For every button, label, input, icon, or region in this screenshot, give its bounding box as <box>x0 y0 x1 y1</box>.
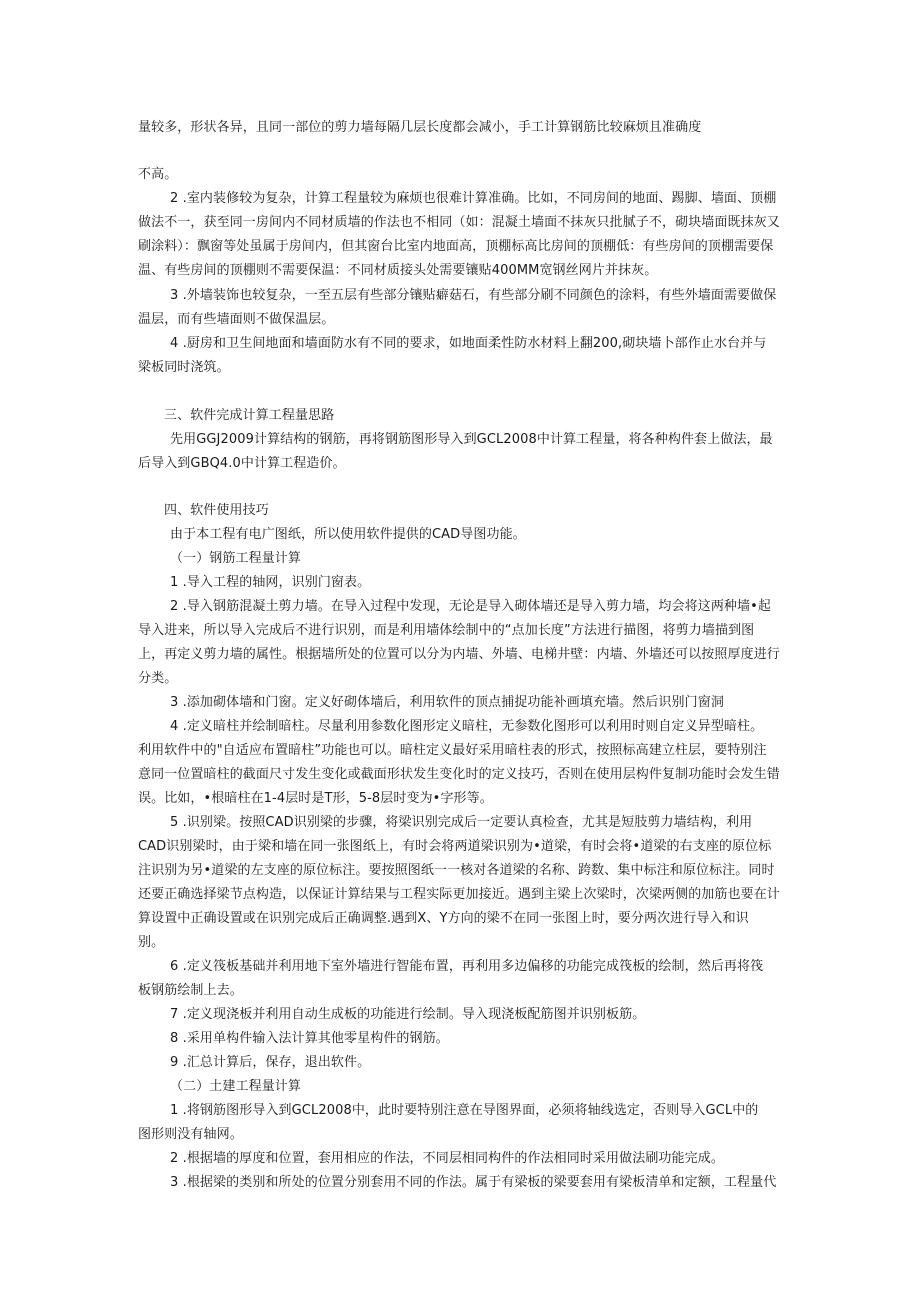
subsection-heading-2: （二）土建工程量计算 <box>170 1079 302 1094</box>
paragraph-4-start: 4 .厨房和卫生间地面和墙面防水有不同的要求，如地面柔性防水材料上翻200,砌块墙卜部作止水台并与 <box>170 336 767 351</box>
text-line: 注识别为另•道梁的左支座的原位标注。要按照图纸一一核对各道梁的名称、跨数、集中标注和原位标注。同时 <box>138 863 775 878</box>
text-line: 不高。 <box>138 167 178 182</box>
step-6: 6 .定义筏板基础并利用地下室外墙进行智能布置，再利用多边偏移的功能完成筏板的绘制，然后再将筏 <box>170 959 764 974</box>
section-heading-3: 三、软件完成计算工程量思路 <box>164 408 335 423</box>
text-line: 分类。 <box>138 671 178 686</box>
text-line: 量较多，形状各异，且同一部位的剪力墙每隔几层长度都会减小，手工计算钢筋比较麻烦且准确度 <box>138 120 702 135</box>
step-7: 7 .定义现浇板并利用自动生成板的功能进行绘制。导入现浇板配筋图并识别板筋。 <box>170 1007 646 1022</box>
text-line: 后导入到GBQ4.0中计算工程造价。 <box>138 456 346 471</box>
section-heading-4: 四、软件使用技巧 <box>164 503 269 518</box>
step-2: 2 .导入钢筋混凝土剪力墙。在导入过程中发现，无论是导入砌体墙还是导入剪力墙，均会将这两种墙•起 <box>170 599 772 614</box>
text-line: 还要正确选择梁节点构造，以保证计算结果与工程实际更加接近。遇到主梁上次梁时，次梁两侧的加筋也要在计 <box>138 887 780 902</box>
step-8: 8 .采用单构件输入法计算其他零星构件的钢筋。 <box>170 1031 449 1046</box>
text-line: 导入进来，所以导入完成后不进行识别，而是利用墙体绘制中的“点加长度”方法进行描图，将剪力墙描到图 <box>138 623 755 638</box>
text-line: 上，再定义剪力墙的属性。根据墙所处的位置可以分为内墙、外墙、电梯井壁：内墙、外墙还可以按照厚度进行 <box>138 647 780 662</box>
paragraph-3-start: 3 .外墙装饰也较复杂，一至五层有些部分镶贴癖菇石，有些部分刷不同颜色的涂料，有些外墙面需要做保 <box>170 288 777 303</box>
civil-step-2: 2 .根据墙的厚度和位置，套用相应的作法，不同层相同构件的作法相同时采用做法刷功能完成。 <box>170 1151 724 1166</box>
text-line: 梁板同时浇筑。 <box>138 360 230 375</box>
civil-step-1: 1 .将钢筋图形导入到GCL2008中，此时要特别注意在导图界面，必须将轴线选定，否则导入GCL中的 <box>170 1103 759 1118</box>
text-line: 图形则没有轴网。 <box>138 1127 243 1142</box>
step-9: 9 .汇总计算后，保存，退出软件。 <box>170 1055 371 1070</box>
paragraph-2-start: 2 .室内装修较为复杂，计算工程量较为麻烦也很难计算准确。比如，不同房间的地面、踢脚、墙面、顶棚 <box>170 191 777 206</box>
text-line: 板钢筋绘制上去。 <box>138 983 243 998</box>
text-line: 意同一位置暗柱的截面尺寸发生变化或截面形状发生变化时的定义技巧，否则在使用层构件复制功能时会发生错 <box>138 767 780 782</box>
text-line: 算设置中正确设置或在识别完成后正确调整.遇到X、Y方向的梁不在同一张图上时，要分两次进行导入和识 <box>138 911 749 926</box>
civil-step-3: 3 .根据梁的类别和所处的位置分别套用不同的作法。属于有梁板的梁要套用有梁板清单和定额，工程量代 <box>170 1175 777 1190</box>
text-line: 别。 <box>138 935 165 950</box>
subsection-heading-1: （一）钢筋工程量计算 <box>170 551 302 566</box>
text-line: 温、有些房间的顶棚则不需要保温：不同材质接头处需要镶贴400MM宽钢丝网片并抹灰。 <box>138 263 658 278</box>
step-1: 1 .导入工程的轴网，识别门窗表。 <box>170 575 371 590</box>
text-line: 刷涂料）：飘窗等处虽属于房间内，但其窗台比室内地面高，顶棚标高比房间的顶棚低：有些房间的顶棚需要保 <box>138 239 774 254</box>
text-line: 做法不一，获至同一房间内不同材质墙的作法也不相同（如：混凝土墙面不抹灰只批腻子不，砌块墙面既抹灰又 <box>138 215 780 230</box>
text-line: 温层，而有些墙面则不做保温层。 <box>138 312 335 327</box>
step-5: 5 .识别梁。按照CAD识别梁的步骤，将梁识别完成后一定要认真检查，尤其是短肢剪力墙结构，利用 <box>170 815 753 830</box>
text-line: CAD识别梁时，由于梁和墙在同一张图纸上，有时会将两道梁识别为•道梁，有时会将•道梁的右支座的原位标 <box>138 839 772 854</box>
paragraph-cad-import: 由于本工程有电广图纸，所以使用软件提供的CAD导图功能。 <box>170 527 526 542</box>
step-4: 4 .定义暗柱并绘制暗柱。尽量利用参数化图形定义暗柱，无参数化图形可以利用时则自定义异型暗柱。 <box>170 719 764 734</box>
paragraph-software-idea: 先用GGJ2009计算结构的钢筋，再将钢筋图形导入到GCL2008中计算工程量，将各种构件套上做法，最 <box>170 432 773 447</box>
text-line: 误。比如，•根暗柱在1-4层时是T形，5-8层时变为•字形等。 <box>138 791 493 806</box>
text-line: 利用软件中的"自适应布置暗柱”功能也可以。暗柱定义最好采用暗柱表的形式，按照标高建立柱层，要特别注 <box>138 743 767 758</box>
step-3: 3 .添加砌体墙和门窗。定义好砌体墙后，利用软件的顶点捕捉功能补画填充墙。然后识别门窗洞 <box>170 695 724 710</box>
